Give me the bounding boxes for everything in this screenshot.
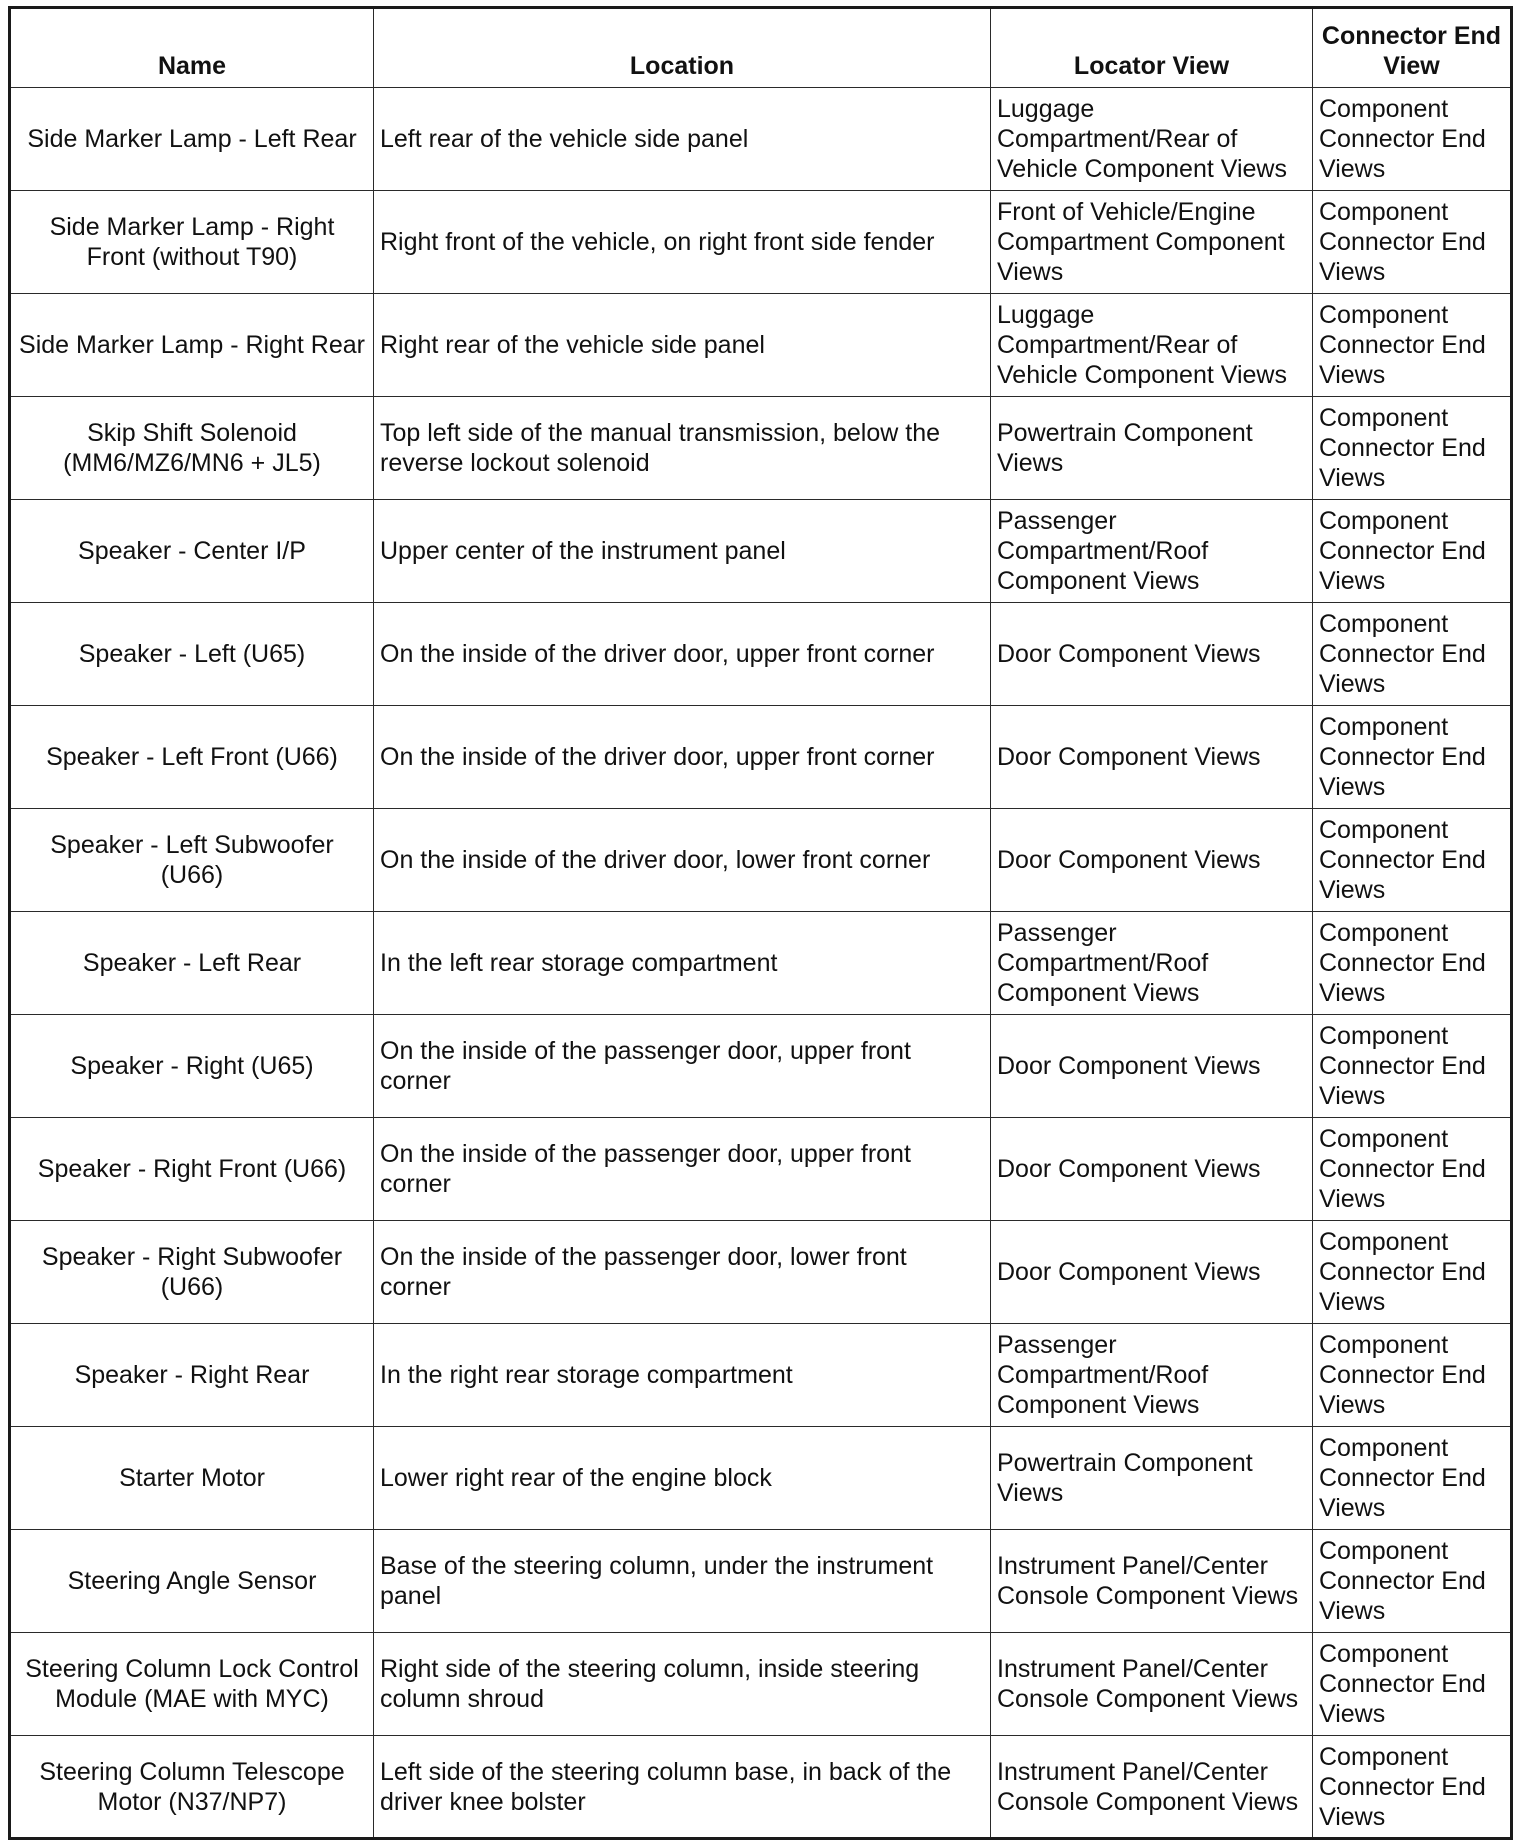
table-row	[10, 706, 1512, 809]
cell-location: On the inside of the passenger door, upper front corner	[374, 1015, 991, 1118]
table-body	[10, 88, 1512, 1839]
cell-name: Speaker - Right Front (U66)	[10, 1118, 374, 1221]
table-header	[10, 8, 1512, 88]
cell-connector-end-view: Component Connector End Views	[1313, 1427, 1512, 1530]
cell-locator-view: Door Component Views	[991, 603, 1313, 706]
cell-name: Speaker - Left Front (U66)	[10, 706, 374, 809]
cell-locator-view: Passenger Compartment/Roof Component Views	[991, 912, 1313, 1015]
header-connector-end-view: Connector End View	[1313, 8, 1512, 88]
cell-name: Steering Angle Sensor	[10, 1530, 374, 1633]
cell-connector-end-view: Component Connector End Views	[1313, 809, 1512, 912]
cell-connector-end-view: Component Connector End Views	[1313, 912, 1512, 1015]
table-row	[10, 1118, 1512, 1221]
cell-location: Left rear of the vehicle side panel	[374, 88, 991, 191]
table-row	[10, 1736, 1512, 1839]
cell-name: Steering Column Telescope Motor (N37/NP7)	[10, 1736, 374, 1839]
component-locator-table	[8, 6, 1513, 1840]
cell-location: On the inside of the driver door, upper front corner	[374, 706, 991, 809]
cell-locator-view: Instrument Panel/Center Console Component Views	[991, 1530, 1313, 1633]
cell-location: On the inside of the driver door, upper front corner	[374, 603, 991, 706]
cell-connector-end-view: Component Connector End Views	[1313, 1530, 1512, 1633]
component-locator-sheet	[8, 6, 1510, 1840]
cell-locator-view: Luggage Compartment/Rear of Vehicle Component Views	[991, 294, 1313, 397]
cell-locator-view: Door Component Views	[991, 1118, 1313, 1221]
cell-connector-end-view: Component Connector End Views	[1313, 1633, 1512, 1736]
cell-location: Right side of the steering column, inside steering column shroud	[374, 1633, 991, 1736]
cell-name: Speaker - Center I/P	[10, 500, 374, 603]
cell-location: In the left rear storage compartment	[374, 912, 991, 1015]
cell-name: Speaker - Right Rear	[10, 1324, 374, 1427]
cell-location: On the inside of the passenger door, lower front corner	[374, 1221, 991, 1324]
cell-name: Speaker - Left Subwoofer (U66)	[10, 809, 374, 912]
cell-locator-view: Powertrain Component Views	[991, 397, 1313, 500]
header-row	[10, 8, 1512, 88]
header-locator-view: Locator View	[991, 8, 1313, 88]
table-row	[10, 88, 1512, 191]
cell-location: Top left side of the manual transmission, below the reverse lockout solenoid	[374, 397, 991, 500]
cell-location: Upper center of the instrument panel	[374, 500, 991, 603]
cell-locator-view: Door Component Views	[991, 706, 1313, 809]
table-row	[10, 397, 1512, 500]
cell-location: In the right rear storage compartment	[374, 1324, 991, 1427]
header-location: Location	[374, 8, 991, 88]
cell-locator-view: Door Component Views	[991, 809, 1313, 912]
cell-locator-view: Passenger Compartment/Roof Component Views	[991, 1324, 1313, 1427]
cell-location: Right rear of the vehicle side panel	[374, 294, 991, 397]
cell-connector-end-view: Component Connector End Views	[1313, 603, 1512, 706]
cell-connector-end-view: Component Connector End Views	[1313, 1324, 1512, 1427]
table-row	[10, 809, 1512, 912]
cell-connector-end-view: Component Connector End Views	[1313, 1118, 1512, 1221]
cell-location: Left side of the steering column base, in back of the driver knee bolster	[374, 1736, 991, 1839]
cell-location: Base of the steering column, under the instrument panel	[374, 1530, 991, 1633]
cell-connector-end-view: Component Connector End Views	[1313, 1015, 1512, 1118]
header-name: Name	[10, 8, 374, 88]
table-row	[10, 294, 1512, 397]
cell-location: On the inside of the driver door, lower front corner	[374, 809, 991, 912]
cell-connector-end-view: Component Connector End Views	[1313, 1221, 1512, 1324]
cell-locator-view: Instrument Panel/Center Console Component Views	[991, 1633, 1313, 1736]
cell-connector-end-view: Component Connector End Views	[1313, 88, 1512, 191]
cell-connector-end-view: Component Connector End Views	[1313, 706, 1512, 809]
table-row	[10, 1633, 1512, 1736]
cell-name: Speaker - Right (U65)	[10, 1015, 374, 1118]
cell-name: Side Marker Lamp - Right Front (without T90)	[10, 191, 374, 294]
cell-locator-view: Door Component Views	[991, 1221, 1313, 1324]
table-row	[10, 1324, 1512, 1427]
cell-connector-end-view: Component Connector End Views	[1313, 1736, 1512, 1839]
cell-location: Lower right rear of the engine block	[374, 1427, 991, 1530]
table-row	[10, 1015, 1512, 1118]
table-row	[10, 1530, 1512, 1633]
cell-connector-end-view: Component Connector End Views	[1313, 191, 1512, 294]
cell-locator-view: Front of Vehicle/Engine Compartment Component Views	[991, 191, 1313, 294]
cell-locator-view: Luggage Compartment/Rear of Vehicle Component Views	[991, 88, 1313, 191]
cell-locator-view: Powertrain Component Views	[991, 1427, 1313, 1530]
cell-name: Side Marker Lamp - Left Rear	[10, 88, 374, 191]
cell-name: Speaker - Left Rear	[10, 912, 374, 1015]
cell-locator-view: Passenger Compartment/Roof Component Views	[991, 500, 1313, 603]
cell-locator-view: Door Component Views	[991, 1015, 1313, 1118]
cell-name: Skip Shift Solenoid (MM6/MZ6/MN6 + JL5)	[10, 397, 374, 500]
cell-name: Steering Column Lock Control Module (MAE with MYC)	[10, 1633, 374, 1736]
cell-name: Speaker - Left (U65)	[10, 603, 374, 706]
cell-name: Side Marker Lamp - Right Rear	[10, 294, 374, 397]
table-row	[10, 603, 1512, 706]
table-row	[10, 1221, 1512, 1324]
table-row	[10, 912, 1512, 1015]
cell-location: On the inside of the passenger door, upper front corner	[374, 1118, 991, 1221]
table-row	[10, 1427, 1512, 1530]
cell-connector-end-view: Component Connector End Views	[1313, 397, 1512, 500]
cell-connector-end-view: Component Connector End Views	[1313, 500, 1512, 603]
cell-locator-view: Instrument Panel/Center Console Component Views	[991, 1736, 1313, 1839]
cell-location: Right front of the vehicle, on right front side fender	[374, 191, 991, 294]
table-row	[10, 191, 1512, 294]
cell-name: Starter Motor	[10, 1427, 374, 1530]
cell-connector-end-view: Component Connector End Views	[1313, 294, 1512, 397]
table-row	[10, 500, 1512, 603]
cell-name: Speaker - Right Subwoofer (U66)	[10, 1221, 374, 1324]
